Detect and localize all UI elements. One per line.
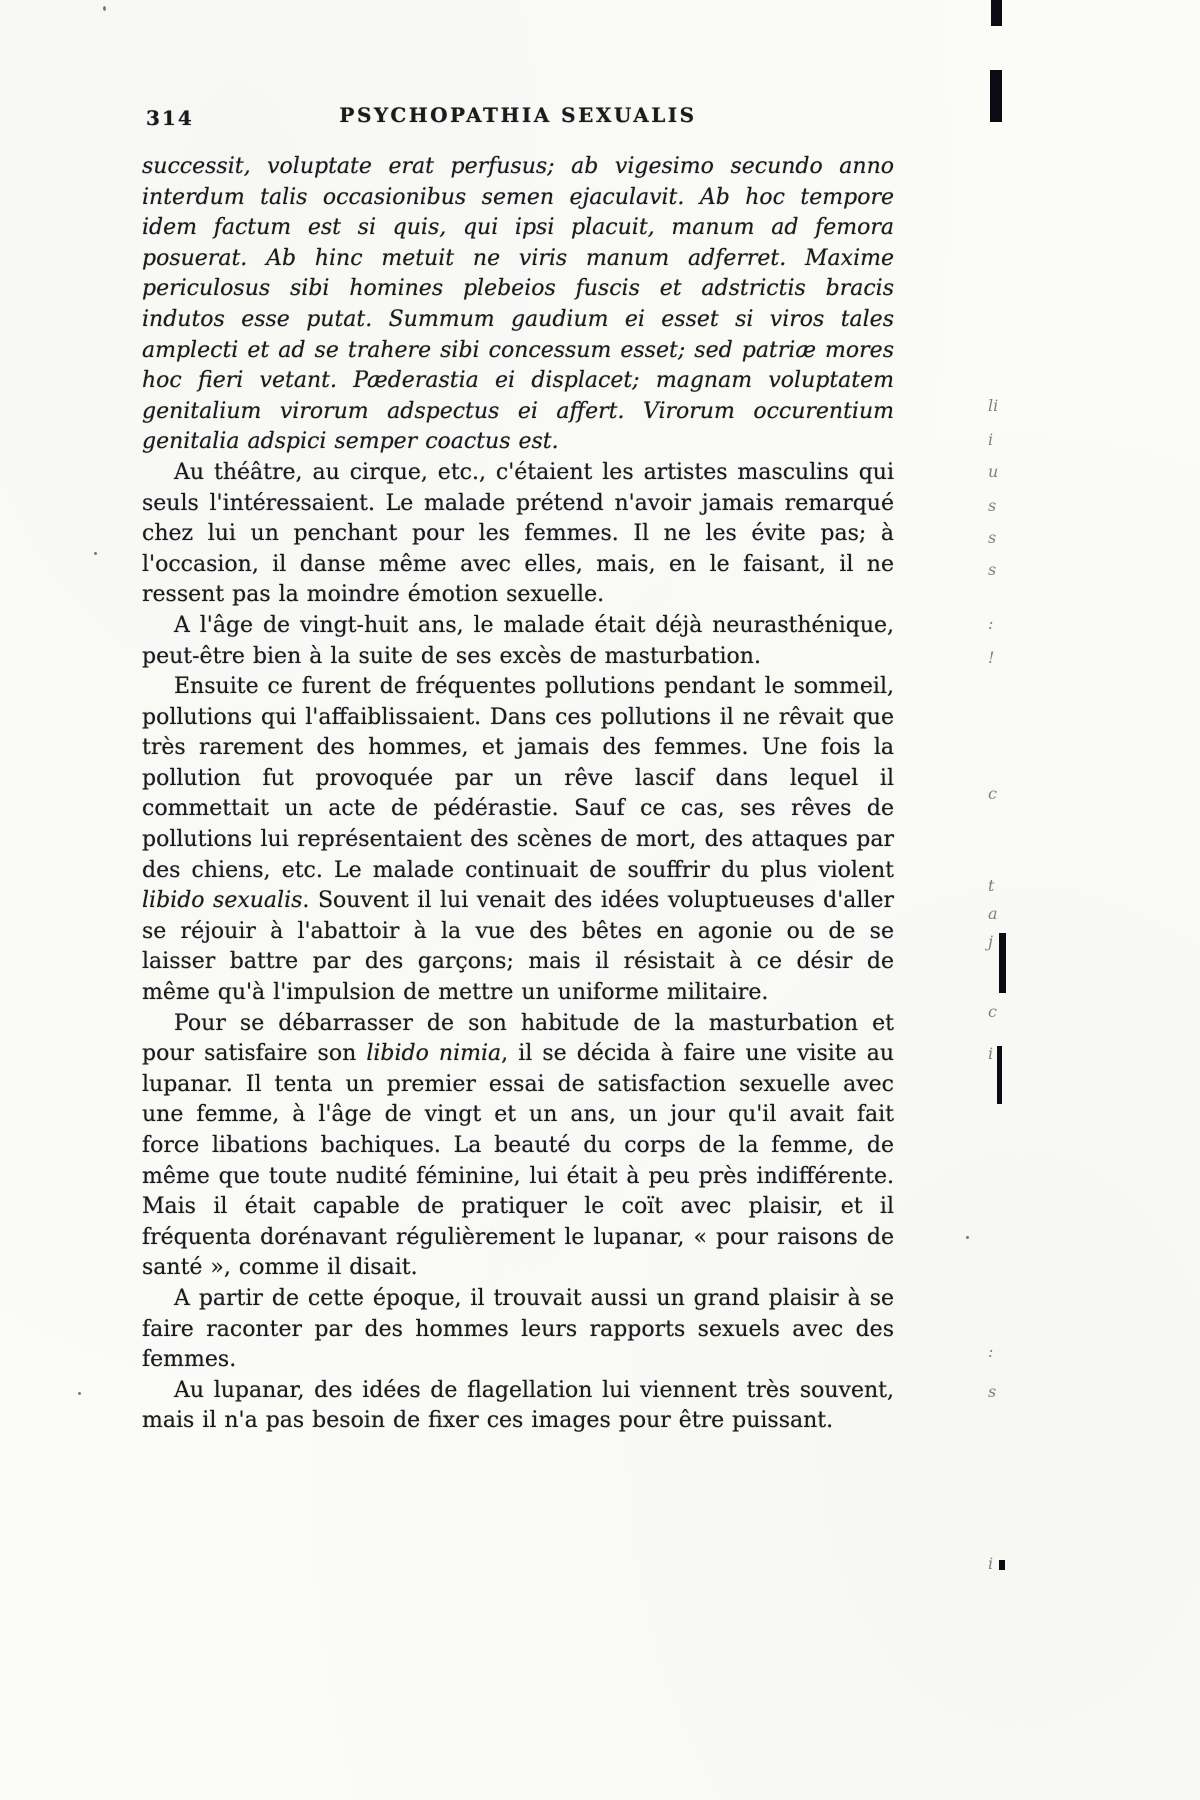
- page-header: [142, 103, 894, 133]
- paragraph: [142, 611, 894, 672]
- italic-text-run: libido sexualis: [142, 888, 303, 914]
- paragraph: [142, 1284, 894, 1376]
- italic-text-run: successit, voluptate erat perfusus; ab vigesimo secundo anno interdum talis occasionibus semen ejaculavit. Ab hoc tempore idem factum est si quis, qui ipsi placuit, manum ad femora posuerat. Ab hinc metuit ne viris manum adferret. Maxime periculosus sibi homines plebeios fuscis et adstrictis bracis indutos esse putat. Summum gaudium ei esset si viros tales amplecti et ad se trahere sibi concessum esset; sed patriæ mores hoc fieri vetant. Pæderastia ei displacet; magnam voluptatem genitalium virorum adspectus ei affert. Virorum occurentium genitalia adspici semper coactus est.: [142, 154, 894, 455]
- scan-artifact: [999, 933, 1006, 993]
- scan-speck: [94, 552, 97, 555]
- edge-text-fragment: li: [988, 396, 999, 415]
- edge-text-fragment: t: [988, 876, 995, 895]
- edge-text-fragment: u: [988, 462, 999, 481]
- running-title: PSYCHOPATHIA SEXUALIS: [339, 103, 697, 127]
- scan-artifact: [999, 1560, 1005, 1570]
- scan-artifact: [990, 70, 1002, 122]
- paragraph: [142, 458, 894, 611]
- edge-text-fragment: :: [988, 1342, 994, 1361]
- text-run: A partir de cette époque, il trouvait aussi un grand plaisir à se faire raconter par des hommes leurs rapports sexuels avec des femmes.: [142, 1285, 894, 1373]
- scan-speck: [966, 1236, 969, 1239]
- scan-artifact: [997, 1046, 1002, 1104]
- text-run: Au théâtre, au cirque, etc., c'étaient les artistes masculins qui seuls l'intéressaient. Le malade prétend n'avoir jamais remarqué chez lui un penchant pour les femmes. Il ne les évite pas; à l'occasion, il danse même avec elles, mais, en le faisant, il ne ressent pas la moindre émotion sexuelle.: [142, 459, 894, 608]
- edge-text-fragment: s: [988, 1382, 997, 1401]
- italic-text-run: libido nimia: [366, 1041, 502, 1067]
- paragraph: [142, 1376, 894, 1437]
- edge-text-fragment: c: [988, 1002, 997, 1021]
- edge-text-fragment: c: [988, 784, 997, 803]
- scan-speck: [103, 6, 106, 11]
- text-run: Ensuite ce furent de fréquentes pollutions pendant le sommeil, pollutions qui l'affaiblissaient. Dans ces pollutions il ne rêvait que très rarement des hommes, et jamais des femmes. Une fois la pollution fut provoquée par un rêve lascif dans lequel il commettait un acte de pédérastie. Sauf ce cas, ses rêves de pollutions lui représentaient des scènes de mort, des attaques par des chiens, etc. Le malade continuait de souffrir du plus violent: [142, 674, 894, 883]
- scan-artifact: [991, 0, 1002, 26]
- scan-speck: [78, 1392, 81, 1395]
- edge-text-fragment: a: [988, 904, 998, 923]
- edge-text-fragment: i: [988, 1554, 994, 1573]
- paragraph: [142, 152, 894, 458]
- page-text-block: [142, 152, 894, 1437]
- text-run: , il se décida à faire une visite au lupanar. Il tenta un premier essai de satisfaction sexuelle avec une femme, à l'âge de vingt et un ans, un jour qu'il avait fait force libations bachiques. La beauté du corps de la femme, de même que toute nudité féminine, lui était à peu près indifférente. Mais il était capable de pratiquer le coït avec plaisir, et il fréquenta dorénavant régulièrement le lupanar, « pour raisons de santé », comme il disait.: [142, 1041, 894, 1281]
- paragraph: [142, 1009, 894, 1284]
- edge-text-fragment: :: [988, 614, 994, 633]
- paragraph: [142, 672, 894, 1009]
- edge-text-fragment: i: [988, 430, 994, 449]
- text-run: A l'âge de vingt-huit ans, le malade était déjà neurasthénique, peut-être bien à la suite de ses excès de masturbation.: [142, 612, 894, 669]
- edge-text-fragment: s: [988, 560, 997, 579]
- text-run: Au lupanar, des idées de flagellation lui viennent très souvent, mais il n'a pas besoin de fixer ces images pour être puissant.: [142, 1377, 894, 1434]
- text-run: Pour se débarrasser de son habitude de la masturbation et pour satisfaire son: [142, 1010, 894, 1067]
- edge-text-fragment: s: [988, 496, 997, 515]
- edge-text-fragment: i: [988, 1044, 994, 1063]
- edge-text-fragment: s: [988, 528, 997, 547]
- text-run: . Souvent il lui venait des idées voluptueuses d'aller se réjouir à l'abattoir à la vue des bêtes en agonie ou de se laisser battre par des garçons; mais il résistait à ce désir de même qu'à l'impulsion de mettre un uniforme militaire.: [142, 888, 894, 1006]
- edge-text-fragment: !: [988, 648, 995, 667]
- edge-text-fragment: j: [988, 932, 993, 951]
- page-number: 314: [146, 106, 194, 130]
